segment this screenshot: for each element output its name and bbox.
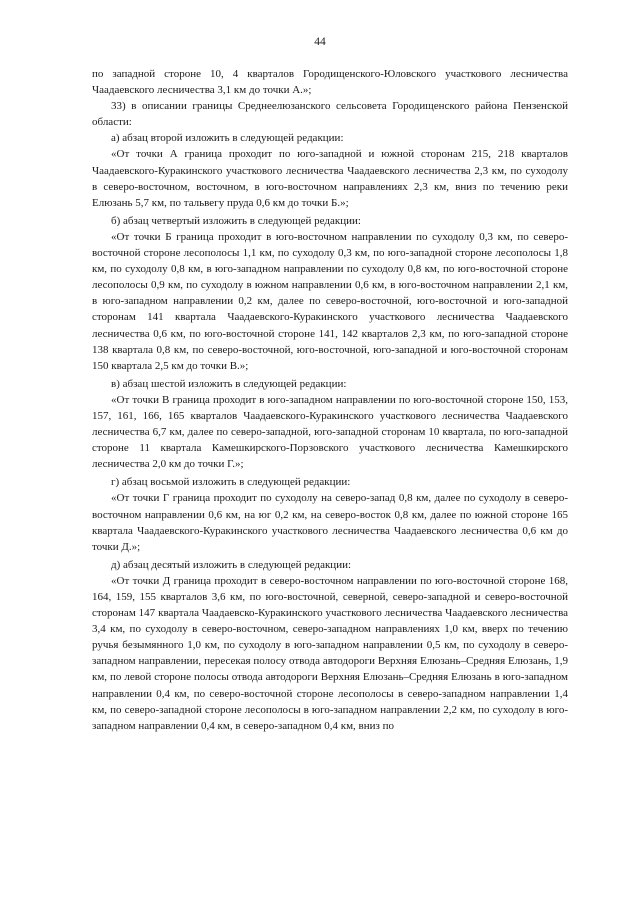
section-intro-33: 33) в описании границы Среднеелюзанского сельсовета Городищенского района Пензенской области: <box>92 100 568 129</box>
amendment-text-d: «От точки Д граница проходит в северо-восточном направлении по юго-восточной стороне 168, 164, 159, 155 кварталов 3,6 км, по юго-восточной, северной, северо-западной и северо-восточной сторонам 147 квартала Чаадаевско-Куракинского участкового лесничества Чаадаевского лесничества 3,4 км, по суходолу в северо-восточном, северо-западном направлениях 1,0 км, вверх по течению ручья безымянного 1,0 км, по суходолу в юго-западном направлении 0,5 км, по суходолу в северо-западном направлении, пересекая полосу отвода автодороги Верхняя Елюзань–Средняя Елюзань, 1,9 км, по левой стороне полосы отвода автодороги Верхняя Елюзань–Средняя Елюзань в юго-западном направлении 0,4 км, по северо-восточной стороне лесополосы в северо-западном направлении 1,4 км, по северо-западной стороне лесополосы в юго-западном направлении 2,2 км, по суходолу в юго-западном направлении 0,4 км, в северо-западном 0,4 км, вниз по <box>92 574 568 732</box>
amendment-heading-g: г) абзац восьмой изложить в следующей редакции: <box>111 476 351 489</box>
amendment-text-b: «От точки Б граница проходит в юго-восточном направлении по суходолу 0,3 км, по северо-восточной стороне лесополосы 1,1 км, по суходолу 0,3 км, по юго-западной стороне лесополосы 1,8 км, по суходолу 0,8 км, в юго-западном направлении по суходолу 0,8 км, по юго-восточной стороне лесополосы 0,9 км, по суходолу в южном направлении 0,6 км, в юго-восточном направлении 2,1 км, в юго-западном направлении 0,2 км, далее по северо-восточной, юго-восточной и юго-западной сторонам 141 квартала Чаадаевского-Куракинского участкового лесничества Чаадаевского лесничества 0,6 км, по юго-восточной стороне 141, 142 кварталов 2,3 км, по юго-западной стороне 138 квартала 0,8 км, по северо-восточной, юго-восточной, юго-западной и юго-восточной сторонам 150 квартала 2,5 км до точки В.»; <box>92 230 568 372</box>
amendment-text-g: «От точки Г граница проходит по суходолу на северо-запад 0,8 км, далее по суходолу в северо-восточном направлении 0,6 км, на юг 0,2 км, на северо-восток 0,8 км, далее по южной стороне 165 квартала Чаадаевского-Куракинского участкового лесничества Чаадаевского лесничества 0,6 км до точки Д.»; <box>92 492 568 553</box>
paragraph-continuation: по западной стороне 10, 4 кварталов Городищенского-Юловского участкового лесничества Чаадаевского лесничества 3,1 км до точки А.»; <box>92 68 568 97</box>
amendment-heading-a: а) абзац второй изложить в следующей редакции: <box>111 132 344 145</box>
document-body <box>92 66 568 734</box>
amendment-text-a: «От точки А граница проходит по юго-западной и южной сторонам 215, 218 кварталов Чаадаевского-Куракинского участкового лесничества Чаадаевского лесничества 2,3 км, по суходолу в северо-восточном, восточном, в юго-восточном направлениях 2,3 км, вниз по течению реки Елюзань 5,7 км, по тальвегу пруда 0,6 км до точки Б.»; <box>92 148 568 209</box>
page-number: 44 <box>314 36 326 48</box>
amendment-heading-b: б) абзац четвертый изложить в следующей редакции: <box>111 214 361 227</box>
amendment-heading-v: в) абзац шестой изложить в следующей редакции: <box>111 377 347 390</box>
amendment-text-v: «От точки В граница проходит в юго-западном направлении по юго-восточной стороне 150, 153, 157, 161, 166, 165 кварталов Чаадаевского-Куракинского участкового лесничества Чаадаевского лесничества 6,7 км, далее по северо-западной, юго-западной сторонам 10 квартала, по юго-западной стороне 11 квартала Камешкирского-Порзовского участкового лесничества Камешкирского лесничества 2,0 км до точки Г.»; <box>92 393 568 471</box>
amendment-heading-d: д) абзац десятый изложить в следующей редакции: <box>111 558 352 571</box>
